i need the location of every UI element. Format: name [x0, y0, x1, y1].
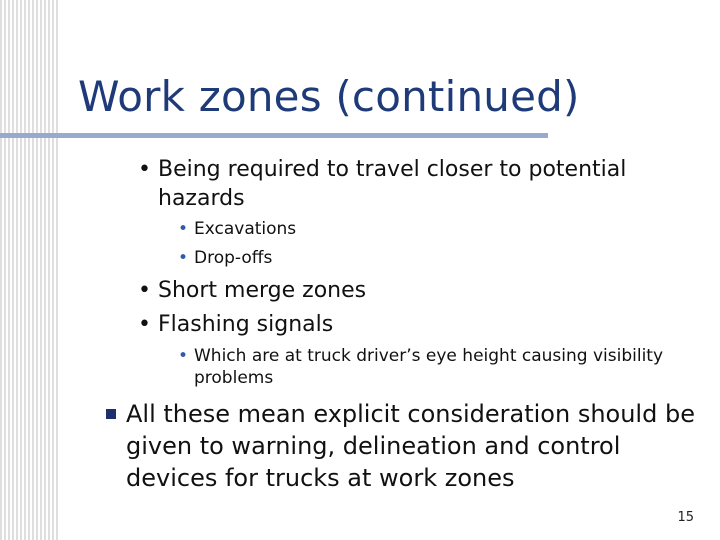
- sub-bullet-text: Excavations: [194, 219, 297, 239]
- sub-bullet-marker: •: [178, 346, 189, 366]
- bullet-item: [138, 155, 688, 213]
- title-underline: [0, 133, 548, 138]
- bullet-text: Flashing signals: [158, 312, 334, 337]
- bullet-marker: •: [138, 312, 151, 337]
- square-bullet-icon: [106, 409, 116, 419]
- sub-bullet-item: [178, 247, 273, 269]
- background-stripes: [0, 0, 60, 540]
- main-point-text: All these mean explicit consideration should be given to warning, delineation and control devices for trucks at work zones: [126, 400, 695, 492]
- bullet-text: Being required to travel closer to potential hazards: [158, 157, 627, 211]
- bullet-marker: •: [138, 278, 151, 303]
- sub-bullet-marker: •: [178, 219, 189, 239]
- bullet-text: Short merge zones: [158, 278, 367, 303]
- sub-bullet-marker: •: [178, 248, 189, 268]
- sub-bullet-item: [178, 345, 674, 389]
- sub-bullet-item: [178, 218, 297, 240]
- bullet-item: [138, 310, 334, 339]
- page-number: 15: [677, 510, 694, 525]
- sub-bullet-text: Drop-offs: [194, 248, 273, 268]
- sub-bullet-text: Which are at truck driver’s eye height causing visibility problems: [194, 346, 664, 388]
- bullet-marker: •: [138, 157, 151, 182]
- slide-title: Work zones (continued): [78, 72, 580, 121]
- bullet-item: [138, 276, 367, 305]
